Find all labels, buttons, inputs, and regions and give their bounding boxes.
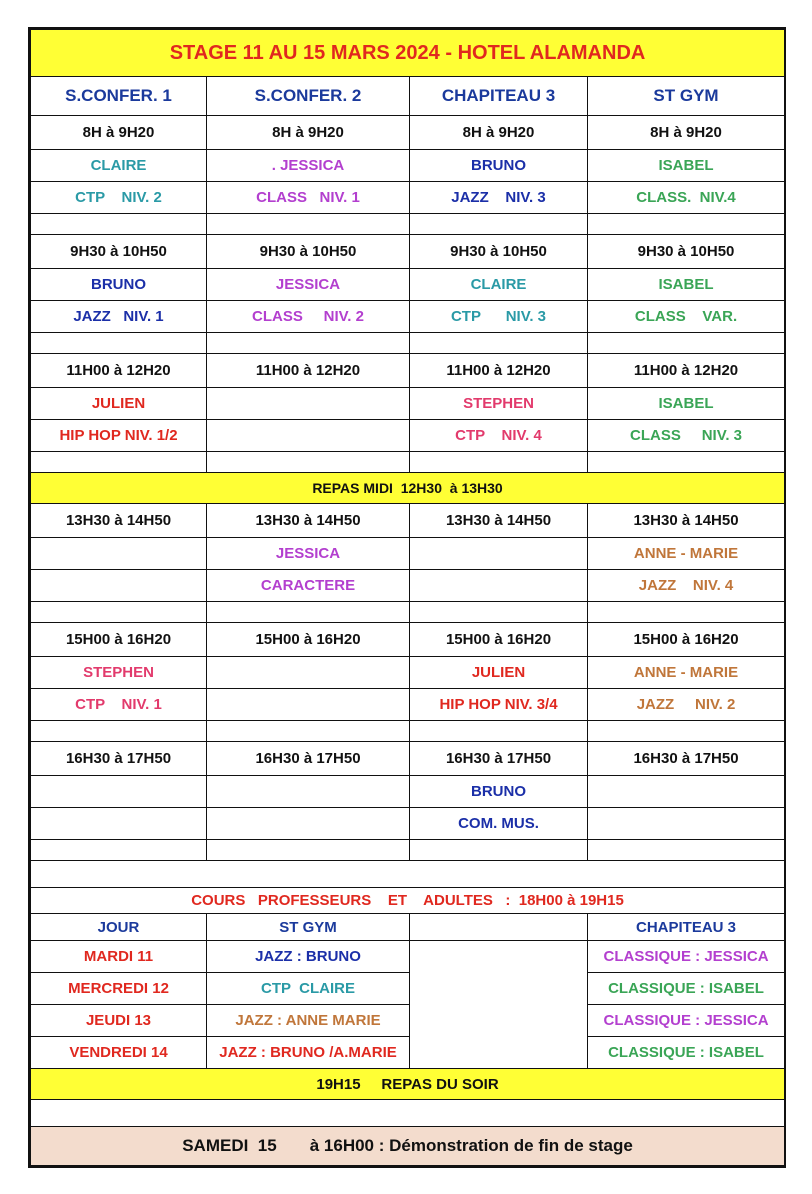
- page-title: STAGE 11 AU 15 MARS 2024 - HOTEL ALAMANDA: [31, 30, 785, 77]
- time-slot: 15H00 à 16H20: [31, 623, 207, 657]
- spacer-cell: [410, 452, 588, 473]
- evening-day: JEUDI 13: [31, 1005, 207, 1037]
- schedule-table: [30, 29, 785, 1166]
- spacer-cell: [31, 452, 207, 473]
- class-name: COM. MUS.: [410, 808, 588, 840]
- room-header: ST GYM: [588, 77, 785, 116]
- teacher-name: [588, 776, 785, 808]
- room-header: S.CONFER. 2: [207, 77, 410, 116]
- time-slot: 9H30 à 10H50: [588, 235, 785, 269]
- spacer-cell: [207, 840, 410, 861]
- time-slot: 8H à 9H20: [31, 116, 207, 150]
- time-slot: 13H30 à 14H50: [31, 504, 207, 538]
- evening-day: MERCREDI 12: [31, 973, 207, 1005]
- evening-col-header: JOUR: [31, 914, 207, 941]
- teacher-name: [207, 776, 410, 808]
- evening-chapiteau: CLASSIQUE : JESSICA: [588, 1005, 785, 1037]
- teacher-name: CLAIRE: [31, 150, 207, 182]
- evening-chapiteau: CLASSIQUE : ISABEL: [588, 973, 785, 1005]
- class-name: CLASS NIV. 1: [207, 182, 410, 214]
- class-name: HIP HOP NIV. 3/4: [410, 689, 588, 721]
- time-slot: 16H30 à 17H50: [31, 742, 207, 776]
- spacer-cell: [410, 333, 588, 354]
- dinner-banner: 19H15 REPAS DU SOIR: [31, 1069, 785, 1100]
- class-name: [588, 808, 785, 840]
- class-name: CTP NIV. 3: [410, 301, 588, 333]
- teacher-name: [31, 538, 207, 570]
- class-name: [207, 808, 410, 840]
- teacher-name: [207, 657, 410, 689]
- teacher-name: ISABEL: [588, 269, 785, 301]
- time-slot: 11H00 à 12H20: [207, 354, 410, 388]
- teacher-name: [31, 776, 207, 808]
- evening-empty-cell: [410, 941, 588, 1069]
- evening-heading: COURS PROFESSEURS ET ADULTES : 18H00 à 19H15: [31, 888, 785, 914]
- teacher-name: ANNE - MARIE: [588, 657, 785, 689]
- class-name: [207, 689, 410, 721]
- evening-col-header: CHAPITEAU 3: [588, 914, 785, 941]
- evening-day: MARDI 11: [31, 941, 207, 973]
- teacher-name: ISABEL: [588, 150, 785, 182]
- teacher-name: STEPHEN: [31, 657, 207, 689]
- time-slot: 16H30 à 17H50: [410, 742, 588, 776]
- time-slot: 15H00 à 16H20: [410, 623, 588, 657]
- lunch-banner: REPAS MIDI 12H30 à 13H30: [31, 473, 785, 504]
- teacher-name: JESSICA: [207, 538, 410, 570]
- evening-gym: JAZZ : BRUNO /A.MARIE: [207, 1037, 410, 1069]
- spacer-cell: [207, 333, 410, 354]
- time-slot: 13H30 à 14H50: [410, 504, 588, 538]
- class-name: JAZZ NIV. 1: [31, 301, 207, 333]
- spacer-cell: [410, 840, 588, 861]
- time-slot: 13H30 à 14H50: [207, 504, 410, 538]
- teacher-name: STEPHEN: [410, 388, 588, 420]
- spacer-cell: [410, 602, 588, 623]
- class-name: CTP NIV. 2: [31, 182, 207, 214]
- teacher-name: JULIEN: [31, 388, 207, 420]
- evening-col-header: ST GYM: [207, 914, 410, 941]
- evening-gym: JAZZ : ANNE MARIE: [207, 1005, 410, 1037]
- teacher-name: JESSICA: [207, 269, 410, 301]
- class-name: CARACTERE: [207, 570, 410, 602]
- spacer-cell: [588, 840, 785, 861]
- class-name: [31, 570, 207, 602]
- class-name: CLASS NIV. 3: [588, 420, 785, 452]
- spacer-cell: [588, 214, 785, 235]
- spacer-cell: [207, 602, 410, 623]
- evening-chapiteau: CLASSIQUE : JESSICA: [588, 941, 785, 973]
- teacher-name: BRUNO: [410, 776, 588, 808]
- class-name: CTP NIV. 1: [31, 689, 207, 721]
- class-name: JAZZ NIV. 4: [588, 570, 785, 602]
- spacer-row: [31, 1100, 785, 1127]
- evening-col-header: [410, 914, 588, 941]
- class-name: CLASS VAR.: [588, 301, 785, 333]
- spacer-cell: [588, 452, 785, 473]
- time-slot: 15H00 à 16H20: [207, 623, 410, 657]
- spacer-cell: [31, 333, 207, 354]
- teacher-name: BRUNO: [31, 269, 207, 301]
- time-slot: 8H à 9H20: [207, 116, 410, 150]
- time-slot: 8H à 9H20: [588, 116, 785, 150]
- evening-day: VENDREDI 14: [31, 1037, 207, 1069]
- spacer-row: [31, 861, 785, 888]
- spacer-cell: [410, 721, 588, 742]
- evening-gym: JAZZ : BRUNO: [207, 941, 410, 973]
- spacer-cell: [588, 721, 785, 742]
- teacher-name: CLAIRE: [410, 269, 588, 301]
- time-slot: 13H30 à 14H50: [588, 504, 785, 538]
- teacher-name: . JESSICA: [207, 150, 410, 182]
- spacer-cell: [207, 721, 410, 742]
- time-slot: 16H30 à 17H50: [588, 742, 785, 776]
- class-name: CLASS NIV. 2: [207, 301, 410, 333]
- spacer-cell: [588, 602, 785, 623]
- class-name: [207, 420, 410, 452]
- spacer-cell: [410, 214, 588, 235]
- spacer-cell: [31, 214, 207, 235]
- time-slot: 11H00 à 12H20: [588, 354, 785, 388]
- time-slot: 11H00 à 12H20: [31, 354, 207, 388]
- schedule-sheet: [28, 27, 786, 1168]
- teacher-name: BRUNO: [410, 150, 588, 182]
- time-slot: 16H30 à 17H50: [207, 742, 410, 776]
- class-name: HIP HOP NIV. 1/2: [31, 420, 207, 452]
- class-name: [31, 808, 207, 840]
- spacer-cell: [207, 214, 410, 235]
- teacher-name: ANNE - MARIE: [588, 538, 785, 570]
- spacer-cell: [207, 452, 410, 473]
- demo-banner: SAMEDI 15 à 16H00 : Démonstration de fin de stage: [31, 1127, 785, 1166]
- evening-gym: CTP CLAIRE: [207, 973, 410, 1005]
- time-slot: 11H00 à 12H20: [410, 354, 588, 388]
- time-slot: 9H30 à 10H50: [207, 235, 410, 269]
- teacher-name: [207, 388, 410, 420]
- spacer-cell: [588, 333, 785, 354]
- time-slot: 15H00 à 16H20: [588, 623, 785, 657]
- time-slot: 9H30 à 10H50: [31, 235, 207, 269]
- teacher-name: ISABEL: [588, 388, 785, 420]
- room-header: S.CONFER. 1: [31, 77, 207, 116]
- class-name: JAZZ NIV. 2: [588, 689, 785, 721]
- spacer-cell: [31, 840, 207, 861]
- spacer-cell: [31, 602, 207, 623]
- class-name: [410, 570, 588, 602]
- class-name: CTP NIV. 4: [410, 420, 588, 452]
- evening-chapiteau: CLASSIQUE : ISABEL: [588, 1037, 785, 1069]
- class-name: JAZZ NIV. 3: [410, 182, 588, 214]
- time-slot: 8H à 9H20: [410, 116, 588, 150]
- teacher-name: [410, 538, 588, 570]
- teacher-name: JULIEN: [410, 657, 588, 689]
- class-name: CLASS. NIV.4: [588, 182, 785, 214]
- room-header: CHAPITEAU 3: [410, 77, 588, 116]
- spacer-cell: [31, 721, 207, 742]
- time-slot: 9H30 à 10H50: [410, 235, 588, 269]
